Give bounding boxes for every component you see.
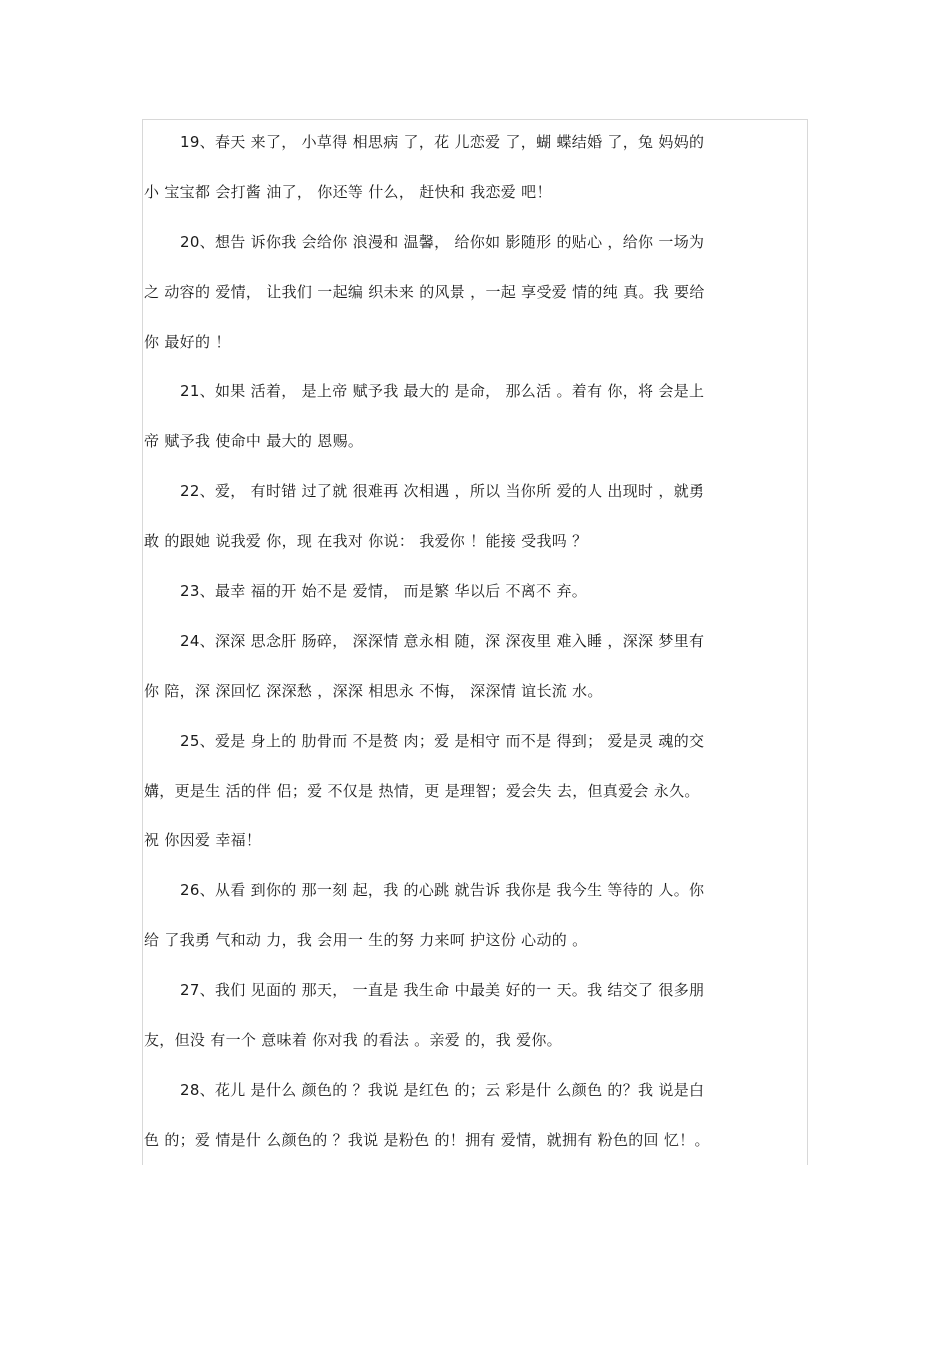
paragraph-line: 20、想告 诉你我 会给你 浪漫和 温馨， 给你如 影随形 的贴心 ，给你 一场为 [180,232,705,251]
paragraph-27 [144,966,790,1066]
paragraph-line: 27、我们 见面的 那天， 一直是 我生命 中最美 好的一 天。我 结交了 很多朋 [180,981,705,1000]
paragraph-line: 你 最好的 ！ [144,332,231,351]
paragraph-23 [144,567,790,617]
paragraph-24 [144,617,790,717]
paragraph-line: 22、爱， 有时错 过了就 很难再 次相遇 ，所以 当你所 爱的人 出现时 ，就勇 [180,482,705,501]
paragraph-25 [144,717,790,867]
paragraph-line: 小 宝宝都 会打酱 油了， 你还等 什么， 赶快和 我恋爱 吧！ [144,182,552,201]
paragraph-26 [144,866,790,966]
paragraph-line: 19、春天 来了， 小草得 相思病 了，花 儿恋爱 了，蝴 蝶结婚 了，兔 妈妈的 [180,133,705,151]
paragraph-line: 21、如果 活着， 是上帝 赋予我 最大的 是命， 那么活 。着有 你，将 会是上 [180,382,705,401]
paragraph-line: 友，但没 有一个 意味着 你对我 的看法 。亲爱 的，我 爱你。 [144,1031,562,1050]
paragraph-line: 25、爱是 身上的 肋骨而 不是赘 肉；爱 是相守 而不是 得到； 爱是灵 魂的交 [180,731,705,750]
document-body [144,118,790,1166]
paragraph-21 [144,367,790,467]
paragraph-line: 色 的；爱 情是什 么颜色的 ？我说 是粉色 的！拥有 爱情，就拥有 粉色的回 忆！。 [144,1130,710,1149]
paragraph-line: 28、花儿 是什么 颜色的 ？我说 是红色 的；云 彩是什 么颜色 的？我 说是白 [180,1080,705,1099]
paragraph-line: 敢 的跟她 说我爱 你，现 在我对 你说： 我爱你 ！能接 受我吗 ？ [144,532,588,551]
paragraph-line: 媾，更是生 活的伴 侣；爱 不仅是 热情，更 是理智；爱会失 去，但真爱会 永久。 [144,781,700,800]
paragraph-line: 给 了我勇 气和动 力，我 会用一 生的努 力来呵 护这份 心动的 。 [144,931,588,950]
paragraph-28 [144,1066,790,1166]
paragraph-line: 之 动容的 爱情， 让我们 一起编 织未来 的风景 ，一起 享受爱 情的纯 真。我 要给 [144,282,705,301]
paragraph-line: 帝 赋予我 使命中 最大的 恩赐。 [144,432,364,451]
paragraph-line: 你 陪，深 深回忆 深深愁 ，深深 相思永 不悔， 深深情 谊长流 水。 [144,681,603,700]
paragraph-line: 祝 你因爱 幸福！ [144,831,262,850]
paragraph-line: 23、最幸 福的开 始不是 爱情， 而是繁 华以后 不离不 弃。 [180,582,588,601]
paragraph-22 [144,467,790,567]
paragraph-20 [144,218,790,368]
paragraph-line: 24、深深 思念肝 肠碎， 深深情 意永相 随，深 深夜里 难入睡 ，深深 梦里有 [180,631,705,650]
paragraph-line: 26、从看 到你的 那一刻 起，我 的心跳 就告诉 我你是 我今生 等待的 人。你 [180,881,705,900]
paragraph-19 [144,118,790,218]
